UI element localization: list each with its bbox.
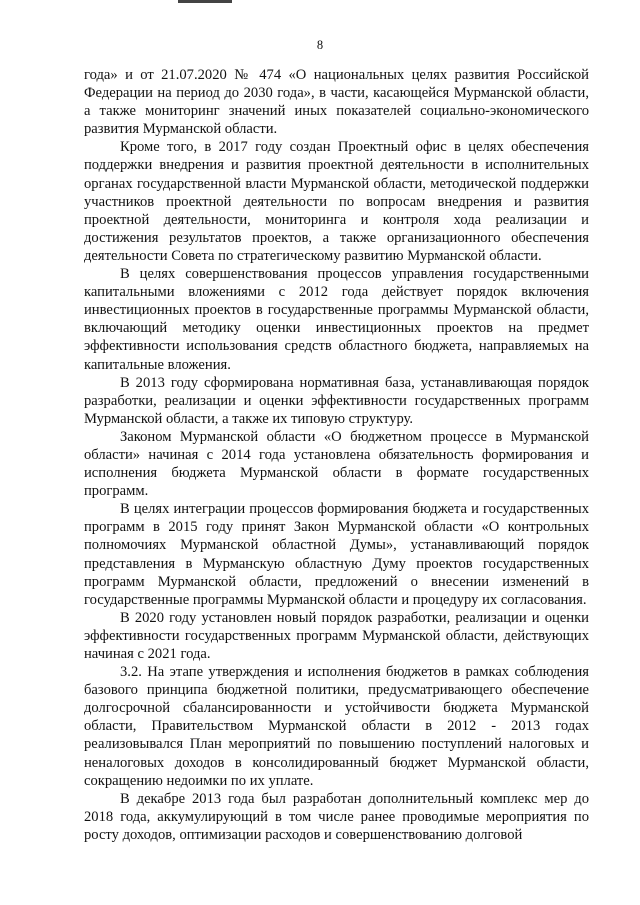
- paragraph-continuation: года» и от 21.07.2020 № 474 «О национальных целях развития Российской Федерации на период до 2030 года», в части, касающейся Мурманской области, а также мониторинг значений иных показателей социально-экономического развития Мурманской области.: [84, 67, 589, 138]
- paragraph-budget-law: Законом Мурманской области «О бюджетном процессе в Мурманской области» начиная с 2014 года установлена обязательность формирования и исполнения бюджета Мурманской области в формате государственных программ.: [84, 428, 589, 500]
- page-number: 8: [316, 38, 324, 52]
- paragraph-project-office: Кроме того, в 2017 году создан Проектный офис в целях обеспечения поддержки внедрения и развития проектной деятельности в исполнительных органах государственной власти Мурманской области, методической поддержки участников проектной деятельности по вопросам внедрения и развития проектной деятельности, мониторинга и контроля хода реализации и достижения результатов проектов, а также организационного обеспечения деятельности Совета по стратегическому развитию Мурманской области.: [84, 139, 589, 264]
- paragraph-integration: В целях интеграции процессов формирования бюджета и государственных программ в 2015 году принят Закон Мурманской области «О контрольных полномочиях Мурманской областной Думы», устанавливающий порядок представления в Мурманскую областную Думу проектов государственных программ Мурманской области, предложений о внесении изменений в государственные программы Мурманской области и процедуру их согласования.: [84, 501, 589, 608]
- paragraph-normative-base: В 2013 году сформирована нормативная база, устанавливающая порядок разработки, реализации и оценки эффективности государственных программ Мурманской области, а также их типовую структуру.: [84, 374, 589, 427]
- paragraph-new-procedure: В 2020 году установлен новый порядок разработки, реализации и оценки эффективности государственных программ Мурманской области, действующих начиная с 2021 года.: [84, 609, 589, 662]
- paragraph-additional-measures: В декабре 2013 года был разработан дополнительный комплекс мер до 2018 года, аккумулирующий в том числе ранее проводимые мероприятия по росту доходов, оптимизации расходов и совершенствованию долговой: [84, 790, 589, 843]
- scan-edge-mark: [178, 0, 232, 3]
- paragraph-capital-investments: В целях совершенствования процессов управления государственными капитальными вложениями с 2012 года действует порядок включения инвестиционных проектов в государственные программы Мурманской области, включающий методику оценки инвестиционных проектов на предмет эффективности использования средств областного бюджета, направляемых на капитальные вложения.: [84, 266, 589, 373]
- paragraph-section-3-2: 3.2. На этапе утверждения и исполнения бюджетов в рамках соблюдения базового принципа бюджетной политики, предусматривающего обеспечение долгосрочной сбалансированности и устойчивости бюджета Мурманской области, Правительством Мурманской области в 2012 - 2013 годах реализовывался План мероприятий по повышению поступлений налоговых и неналоговых доходов в консолидированный бюджет Мурманской области, сокращению недоимки по их уплате.: [84, 664, 589, 789]
- document-body: [84, 66, 589, 844]
